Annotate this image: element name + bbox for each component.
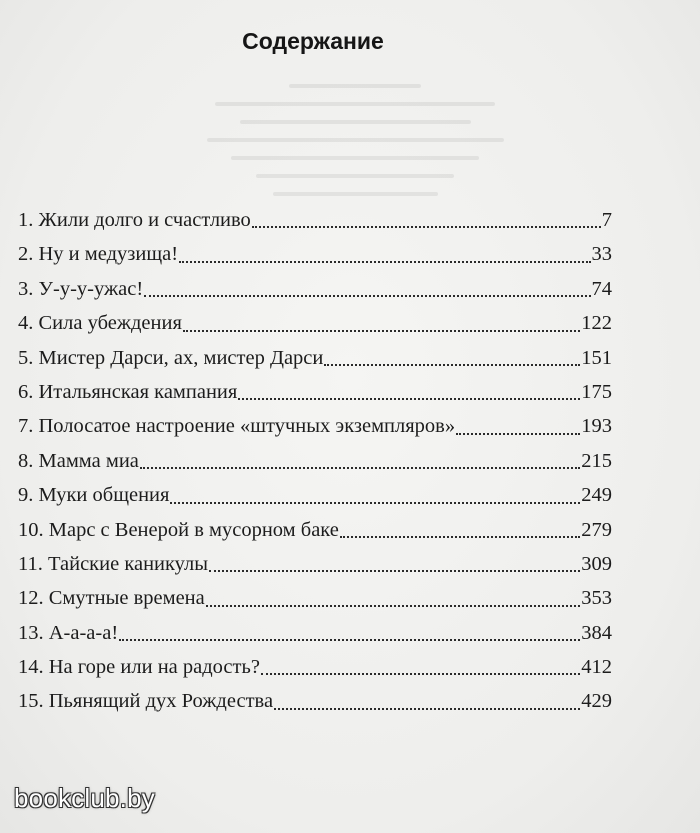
toc-entry [18,409,612,443]
toc-leader-dots [170,478,580,512]
bleed-through-text [190,70,520,200]
toc-leader-dots [179,237,590,271]
toc-entry-label: 14. На горе или на радость? [18,656,260,679]
toc-entry-page: 429 [581,690,612,713]
table-of-contents [18,203,612,719]
toc-entry-page: 215 [581,449,612,472]
toc-entry-page: 33 [591,243,612,266]
toc-entry-label: 4. Сила убеждения [18,312,182,335]
toc-entry [18,650,612,684]
toc-entry [18,581,612,615]
toc-entry-label: 2. Ну и медузища! [18,243,179,266]
toc-entry-label: 3. У-у-у-ужас! [18,277,144,300]
toc-entry [18,203,612,237]
toc-entry-page: 122 [581,312,612,335]
toc-leader-dots [209,547,580,581]
toc-leader-dots [238,375,580,409]
toc-entry [18,444,612,478]
toc-entry-page: 151 [581,346,612,369]
toc-entry-label: 11. Тайские каникулы [18,552,209,575]
toc-leader-dots [252,203,601,237]
toc-leader-dots [456,409,580,443]
toc-entry-label: 6. Итальянская кампания [18,380,238,403]
toc-entry [18,478,612,512]
toc-entry-page: 74 [591,277,612,300]
toc-entry-page: 412 [581,656,612,679]
toc-entry-label: 9. Муки общения [18,484,170,507]
toc-entry-label: 7. Полосатое настроение «штучных экземпляров» [18,415,456,438]
toc-entry [18,684,612,718]
toc-entry [18,341,612,375]
toc-leader-dots [144,272,590,306]
toc-entry-page: 175 [581,380,612,403]
toc-entry [18,513,612,547]
toc-entry [18,306,612,340]
toc-entry [18,547,612,581]
toc-entry-page: 7 [601,209,612,231]
toc-entry [18,272,612,306]
toc-entry-label: 10. Марс с Венерой в мусорном баке [18,518,339,541]
toc-leader-dots [340,513,580,547]
toc-entry-label: 15. Пьянящий дух Рождества [18,690,274,713]
page-title: Содержание [242,28,384,54]
toc-entry [18,375,612,409]
toc-leader-dots [324,341,580,375]
toc-entry [18,237,612,271]
toc-entry-label: 5. Мистер Дарси, ах, мистер Дарси [18,346,324,369]
toc-entry-label: 8. Мамма миа [18,449,139,472]
toc-entry-page: 279 [581,518,612,541]
toc-entry-label: 13. А-а-а-а! [18,621,119,644]
toc-entry-page: 384 [581,621,612,644]
toc-entry [18,616,612,650]
toc-entry-page: 309 [581,552,612,575]
toc-entry-page: 353 [581,587,612,610]
toc-leader-dots [183,306,580,340]
toc-leader-dots [140,444,580,478]
toc-leader-dots [261,650,580,684]
toc-entry-page: 249 [581,484,612,507]
toc-leader-dots [119,616,580,650]
toc-leader-dots [274,684,580,718]
watermark-logo: bookclub.by [14,783,155,813]
toc-entry-label: 1. Жили долго и счастливо [18,209,251,231]
toc-entry-page: 193 [581,415,612,438]
toc-leader-dots [206,581,581,615]
toc-entry-label: 12. Смутные времена [18,587,205,610]
